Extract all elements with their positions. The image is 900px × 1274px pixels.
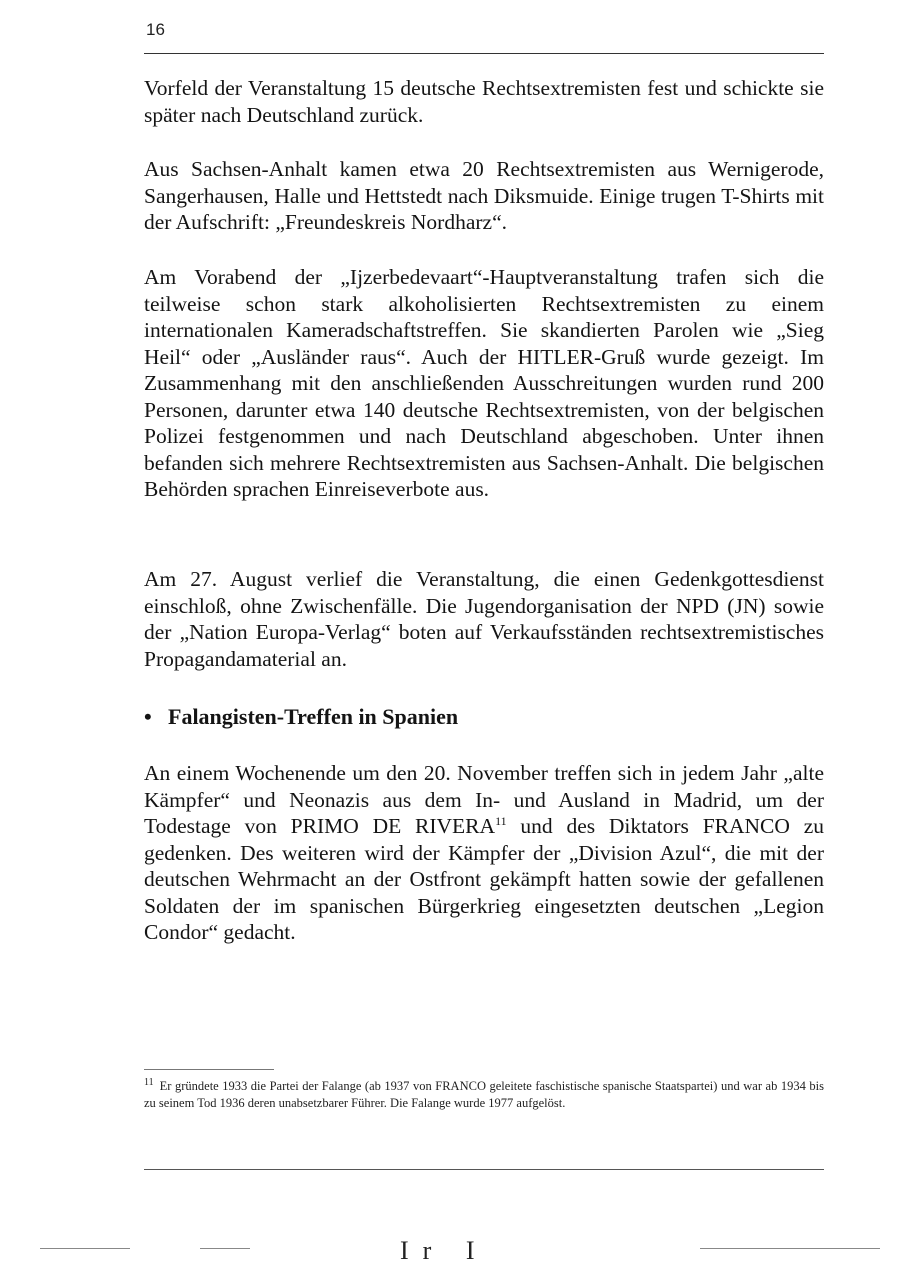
paragraph-1: Vorfeld der Veranstaltung 15 deutsche Rechtsextremisten fest und schickte sie später nach Deutschland zurück. xyxy=(144,76,824,127)
section-heading-text: Falangisten-Treffen in Spanien xyxy=(168,704,459,729)
paragraph-3: Am Vorabend der „Ijzerbedevaart“-Hauptveranstaltung trafen sich die teilweise schon stark alkoholisierten Rechtsextremisten zu einem internationalen Kameradschaftstreffen. Sie skandierten Parolen wie „Sieg Heil“ oder „Ausländer raus“. Auch der HITLER-Gruß wurde gezeigt. Im Zusammenhang mit den anschließenden Ausschreitungen wurden rund 200 Personen, darunter etwa 140 deutsche Rechtsextremisten, von der belgischen Polizei festgenommen und nach Deutschland abgeschoben. Unter ihnen befanden sich mehrere Rechtsextremisten aus Sachsen-Anhalt. Die belgischen Behörden sprachen Einreiseverbote aus. xyxy=(144,265,824,501)
footnote xyxy=(144,1078,824,1112)
paragraph-5-text-start: An einem Wochenende um den 20. November treffen sich in jedem Jahr „alte Kämpfer“ und Neonazis aus dem In- und Ausland in Madrid, um der Todestage von PRIMO DE RIVERA xyxy=(144,761,824,838)
scan-artifact-line xyxy=(700,1248,880,1249)
paragraph-2: Aus Sachsen-Anhalt kamen etwa 20 Rechtsextremisten aus Wernigerode, Sangerhausen, Halle und Hettstedt nach Diksmuide. Einige trugen T-Shirts mit der Aufschrift: „Freundeskreis Nordharz“. xyxy=(144,157,824,234)
scan-artifact-line xyxy=(40,1248,130,1249)
paragraph-5-text-end: und des Diktators FRANCO zu gedenken. Des weiteren wird der Kämpfer der „Division Azul“, die mit der deutschen Wehrmacht an der Ostfront gekämpft hatten sowie der gefallenen Soldaten der im spanischen Bürgerkrieg eingesetzten deutschen „Legion Condor“ gedacht. xyxy=(144,814,825,944)
paragraph-4: Am 27. August verlief die Veranstaltung, die einen Gedenkgottesdienst einschloß, ohne Zwischenfälle. Die Jugendorganisation der NPD (JN) sowie der „Nation Europa-Verlag“ boten auf Verkaufsständen rechtsextremistisches Propagandamaterial an. xyxy=(144,567,824,671)
footer-rule xyxy=(144,1169,824,1170)
footnote-separator xyxy=(144,1069,274,1070)
bullet-icon: • xyxy=(144,704,152,729)
paragraph-5 xyxy=(144,760,824,946)
section-heading xyxy=(144,703,824,731)
scan-artifact-line xyxy=(200,1248,250,1249)
scan-artifact-mark: Ir I xyxy=(400,1236,489,1265)
page-number: 16 xyxy=(146,20,165,39)
footnote-number: 11 xyxy=(144,1076,154,1088)
footnote-reference[interactable]: 11 xyxy=(495,813,507,828)
footnote-text: Er gründete 1933 die Partei der Falange (ab 1937 von FRANCO geleitete faschistische spanische Staatspartei) und war ab 1934 bis zu seinem Tod 1936 deren unabsetzbarer Führer. Die Falange wurde 1977 aufgelöst. xyxy=(144,1079,824,1110)
header-rule xyxy=(144,53,824,54)
